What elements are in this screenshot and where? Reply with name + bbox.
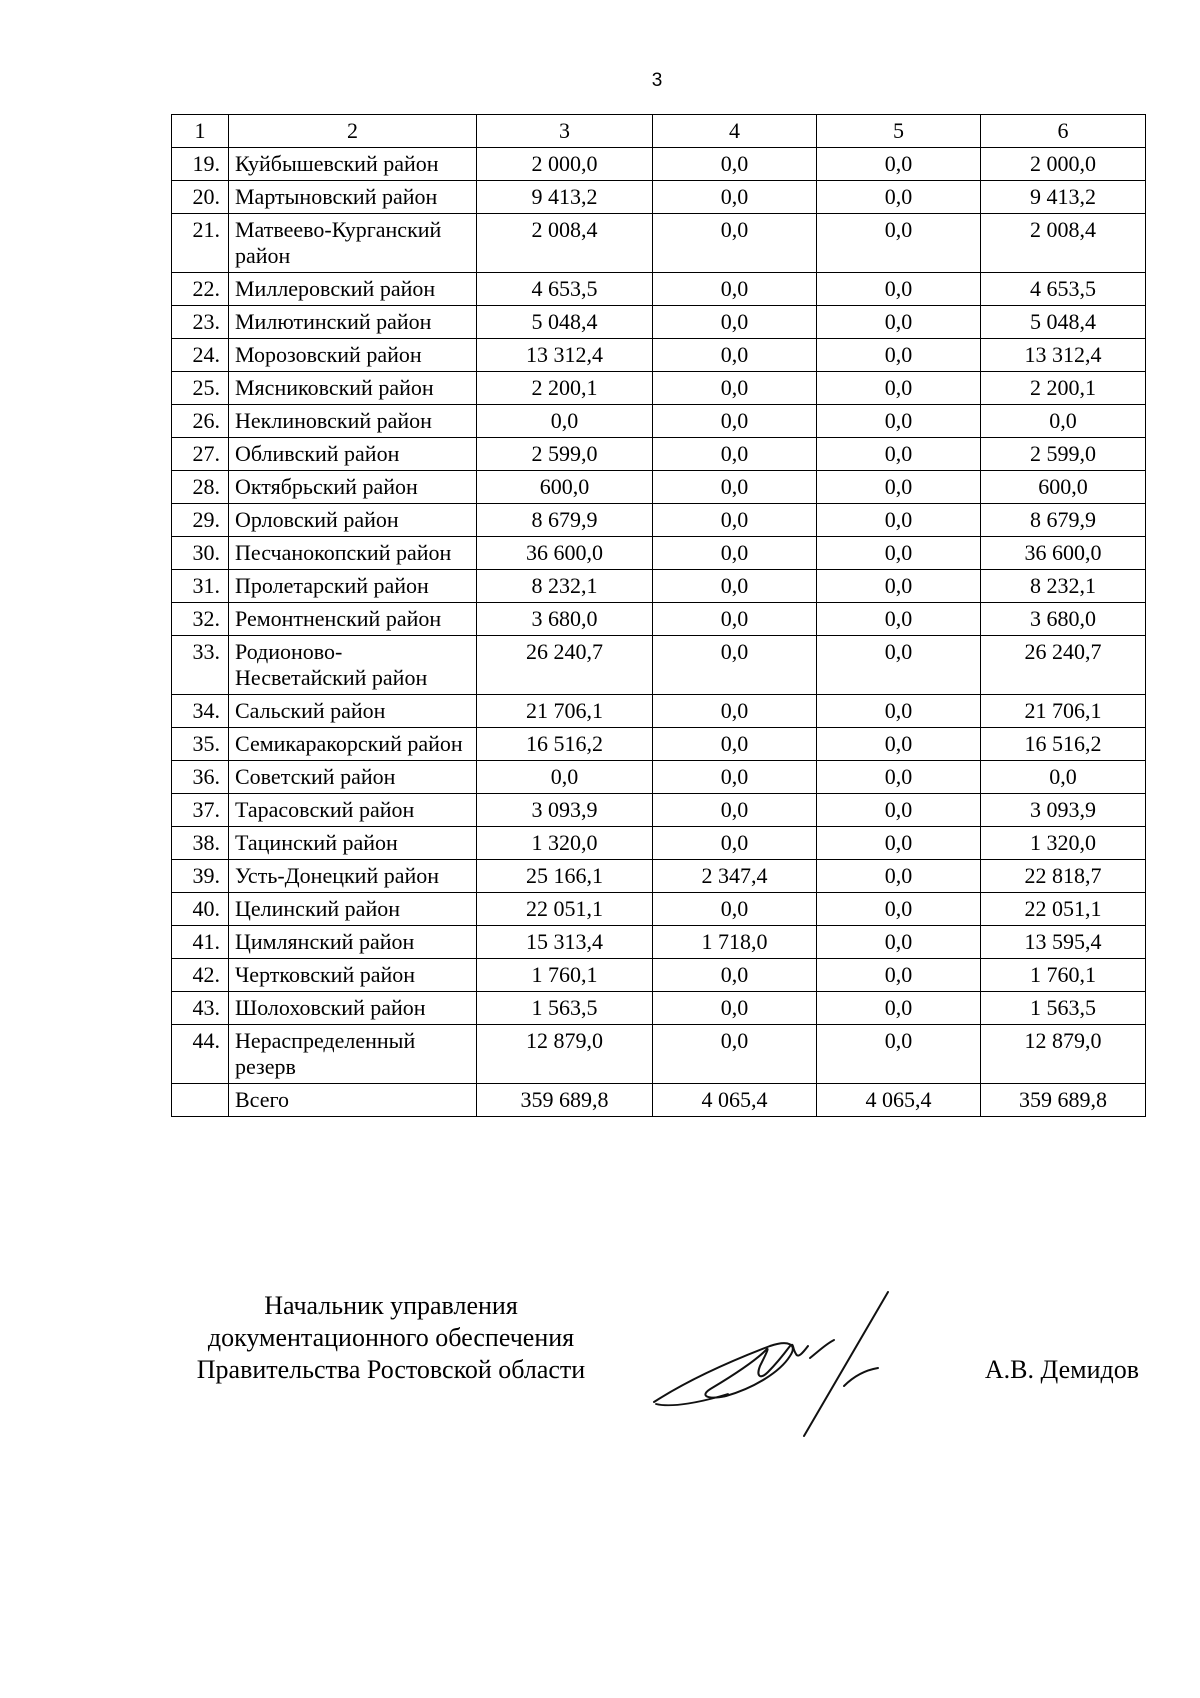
- row-index: 21.: [172, 214, 229, 273]
- value-col-5: 0,0: [817, 181, 981, 214]
- signer-position-line: документационного обеспечения: [207, 1323, 575, 1352]
- table-header-row: [172, 115, 1146, 148]
- header-cell: 5: [817, 115, 981, 148]
- district-name: Песчанокопский район: [229, 537, 477, 570]
- row-index: 23.: [172, 306, 229, 339]
- value-col-5: 0,0: [817, 148, 981, 181]
- district-name: Пролетарский район: [229, 570, 477, 603]
- district-name: Шолоховский район: [229, 992, 477, 1025]
- value-col-4: 0,0: [653, 372, 817, 405]
- row-index: 43.: [172, 992, 229, 1025]
- signer-position-line: Правительства Ростовской области: [196, 1355, 586, 1384]
- value-col-5: 0,0: [817, 273, 981, 306]
- value-col-4: 0,0: [653, 214, 817, 273]
- value-col-4: 0,0: [653, 570, 817, 603]
- value-col-5: 0,0: [817, 570, 981, 603]
- district-name: Орловский район: [229, 504, 477, 537]
- value-col-6: 36 600,0: [981, 537, 1146, 570]
- district-name: Усть-Донецкий район: [229, 860, 477, 893]
- page-number: 3: [651, 70, 663, 91]
- value-col-6: 0,0: [981, 761, 1146, 794]
- district-name: Куйбышевский район: [229, 148, 477, 181]
- value-col-4: 0,0: [653, 504, 817, 537]
- row-index: 37.: [172, 794, 229, 827]
- row-index: 27.: [172, 438, 229, 471]
- value-col-3: 8 679,9: [477, 504, 653, 537]
- value-col-3: 3 093,9: [477, 794, 653, 827]
- value-col-3: 13 312,4: [477, 339, 653, 372]
- row-index: 25.: [172, 372, 229, 405]
- value-col-6: 12 879,0: [981, 1025, 1146, 1084]
- value-col-3: 2 599,0: [477, 438, 653, 471]
- value-col-6: 26 240,7: [981, 636, 1146, 695]
- district-name: Чертковский район: [229, 959, 477, 992]
- table-row: [172, 570, 1146, 603]
- header-cell: 3: [477, 115, 653, 148]
- value-col-4: 0,0: [653, 405, 817, 438]
- value-col-3: 3 680,0: [477, 603, 653, 636]
- header-cell: 2: [229, 115, 477, 148]
- district-name: Советский район: [229, 761, 477, 794]
- table-row: [172, 827, 1146, 860]
- row-index: 40.: [172, 893, 229, 926]
- value-col-6: 1 563,5: [981, 992, 1146, 1025]
- value-col-5: 0,0: [817, 860, 981, 893]
- value-col-3: 0,0: [477, 761, 653, 794]
- value-col-6: 2 599,0: [981, 438, 1146, 471]
- value-col-3: 8 232,1: [477, 570, 653, 603]
- value-col-4: 0,0: [653, 695, 817, 728]
- handwritten-signature: [648, 1284, 908, 1444]
- row-index: 22.: [172, 273, 229, 306]
- table-row: [172, 603, 1146, 636]
- table-row: [172, 926, 1146, 959]
- value-col-5: 0,0: [817, 504, 981, 537]
- row-index: 24.: [172, 339, 229, 372]
- table-total-row: [172, 1084, 1146, 1117]
- district-name: Неклиновский район: [229, 405, 477, 438]
- value-col-5: 0,0: [817, 827, 981, 860]
- value-col-4: 0,0: [653, 728, 817, 761]
- district-name: Нераспределенный резерв: [229, 1025, 477, 1084]
- table-row: [172, 794, 1146, 827]
- table-row: [172, 273, 1146, 306]
- signer-name: А.В. Демидов: [984, 1355, 1139, 1384]
- value-col-6: 3 093,9: [981, 794, 1146, 827]
- district-name: Тарасовский район: [229, 794, 477, 827]
- district-name: Матвеево-Курганский район: [229, 214, 477, 273]
- district-name: Всего: [229, 1084, 477, 1117]
- value-col-3: 2 008,4: [477, 214, 653, 273]
- row-index: 33.: [172, 636, 229, 695]
- row-index: 34.: [172, 695, 229, 728]
- table-row: [172, 306, 1146, 339]
- value-col-3: 16 516,2: [477, 728, 653, 761]
- row-index: 36.: [172, 761, 229, 794]
- value-col-6: 1 320,0: [981, 827, 1146, 860]
- value-col-5: 0,0: [817, 537, 981, 570]
- district-name: Семикаракорский район: [229, 728, 477, 761]
- value-col-6: 4 653,5: [981, 273, 1146, 306]
- row-index: 44.: [172, 1025, 229, 1084]
- value-col-5: 0,0: [817, 1025, 981, 1084]
- value-col-4: 1 718,0: [653, 926, 817, 959]
- value-col-4: 0,0: [653, 339, 817, 372]
- value-col-4: 0,0: [653, 603, 817, 636]
- value-col-5: 0,0: [817, 893, 981, 926]
- signer-position-line: Начальник управления: [264, 1291, 518, 1320]
- value-col-3: 359 689,8: [477, 1084, 653, 1117]
- value-col-5: 0,0: [817, 339, 981, 372]
- district-name: Обливский район: [229, 438, 477, 471]
- district-name: Ремонтненский район: [229, 603, 477, 636]
- row-index: 20.: [172, 181, 229, 214]
- value-col-5: 0,0: [817, 636, 981, 695]
- row-index: 41.: [172, 926, 229, 959]
- district-name: Цимлянский район: [229, 926, 477, 959]
- district-name: Миллеровский район: [229, 273, 477, 306]
- value-col-5: 0,0: [817, 438, 981, 471]
- value-col-6: 22 818,7: [981, 860, 1146, 893]
- value-col-3: 4 653,5: [477, 273, 653, 306]
- value-col-4: 0,0: [653, 537, 817, 570]
- row-index: 19.: [172, 148, 229, 181]
- table-row: [172, 405, 1146, 438]
- value-col-6: 2 008,4: [981, 214, 1146, 273]
- table-row: [172, 537, 1146, 570]
- table-row: [172, 148, 1146, 181]
- row-index: 31.: [172, 570, 229, 603]
- district-name: Родионово-Несветайский район: [229, 636, 477, 695]
- row-index: 42.: [172, 959, 229, 992]
- value-col-6: 359 689,8: [981, 1084, 1146, 1117]
- value-col-4: 0,0: [653, 794, 817, 827]
- value-col-6: 0,0: [981, 405, 1146, 438]
- value-col-5: 0,0: [817, 794, 981, 827]
- table-row: [172, 959, 1146, 992]
- table-row: [172, 339, 1146, 372]
- value-col-3: 5 048,4: [477, 306, 653, 339]
- value-col-4: 0,0: [653, 761, 817, 794]
- district-name: Морозовский район: [229, 339, 477, 372]
- value-col-4: 0,0: [653, 827, 817, 860]
- row-index: 32.: [172, 603, 229, 636]
- value-col-5: 0,0: [817, 959, 981, 992]
- value-col-6: 8 232,1: [981, 570, 1146, 603]
- value-col-4: 4 065,4: [653, 1084, 817, 1117]
- signature-block: [171, 1290, 1145, 1450]
- value-col-4: 0,0: [653, 438, 817, 471]
- value-col-5: 0,0: [817, 471, 981, 504]
- value-col-5: 0,0: [817, 405, 981, 438]
- value-col-3: 2 200,1: [477, 372, 653, 405]
- table-row: [172, 504, 1146, 537]
- row-index: 29.: [172, 504, 229, 537]
- value-col-5: 0,0: [817, 603, 981, 636]
- value-col-5: 4 065,4: [817, 1084, 981, 1117]
- value-col-4: 0,0: [653, 992, 817, 1025]
- table-row: [172, 214, 1146, 273]
- table-row: [172, 438, 1146, 471]
- row-index: 39.: [172, 860, 229, 893]
- value-col-6: 2 200,1: [981, 372, 1146, 405]
- value-col-3: 21 706,1: [477, 695, 653, 728]
- value-col-5: 0,0: [817, 695, 981, 728]
- table-row: [172, 761, 1146, 794]
- value-col-4: 0,0: [653, 636, 817, 695]
- value-col-5: 0,0: [817, 992, 981, 1025]
- value-col-4: 0,0: [653, 273, 817, 306]
- value-col-5: 0,0: [817, 926, 981, 959]
- table-row: [172, 860, 1146, 893]
- value-col-3: 15 313,4: [477, 926, 653, 959]
- value-col-3: 1 760,1: [477, 959, 653, 992]
- value-col-6: 13 595,4: [981, 926, 1146, 959]
- table-row: [172, 992, 1146, 1025]
- budget-table: [171, 114, 1146, 1117]
- value-col-3: 9 413,2: [477, 181, 653, 214]
- value-col-5: 0,0: [817, 214, 981, 273]
- value-col-3: 25 166,1: [477, 860, 653, 893]
- district-name: Милютинский район: [229, 306, 477, 339]
- row-index: 28.: [172, 471, 229, 504]
- value-col-3: 1 563,5: [477, 992, 653, 1025]
- row-index: [172, 1084, 229, 1117]
- district-name: Мясниковский район: [229, 372, 477, 405]
- row-index: 26.: [172, 405, 229, 438]
- value-col-4: 0,0: [653, 471, 817, 504]
- row-index: 38.: [172, 827, 229, 860]
- table-row: [172, 695, 1146, 728]
- value-col-6: 16 516,2: [981, 728, 1146, 761]
- district-name: Целинский район: [229, 893, 477, 926]
- value-col-4: 0,0: [653, 148, 817, 181]
- value-col-4: 2 347,4: [653, 860, 817, 893]
- table-row: [172, 636, 1146, 695]
- district-name: Тацинский район: [229, 827, 477, 860]
- value-col-4: 0,0: [653, 1025, 817, 1084]
- value-col-6: 22 051,1: [981, 893, 1146, 926]
- table-row: [172, 471, 1146, 504]
- value-col-6: 3 680,0: [981, 603, 1146, 636]
- value-col-6: 8 679,9: [981, 504, 1146, 537]
- value-col-5: 0,0: [817, 761, 981, 794]
- value-col-3: 12 879,0: [477, 1025, 653, 1084]
- value-col-3: 2 000,0: [477, 148, 653, 181]
- value-col-3: 36 600,0: [477, 537, 653, 570]
- header-cell: 1: [172, 115, 229, 148]
- district-name: Октябрьский район: [229, 471, 477, 504]
- value-col-6: 9 413,2: [981, 181, 1146, 214]
- value-col-3: 26 240,7: [477, 636, 653, 695]
- district-name: Мартыновский район: [229, 181, 477, 214]
- table-body: [172, 115, 1146, 1117]
- row-index: 30.: [172, 537, 229, 570]
- value-col-5: 0,0: [817, 372, 981, 405]
- table-row: [172, 728, 1146, 761]
- value-col-3: 0,0: [477, 405, 653, 438]
- row-index: 35.: [172, 728, 229, 761]
- value-col-3: 600,0: [477, 471, 653, 504]
- header-cell: 6: [981, 115, 1146, 148]
- value-col-4: 0,0: [653, 893, 817, 926]
- value-col-4: 0,0: [653, 306, 817, 339]
- value-col-3: 1 320,0: [477, 827, 653, 860]
- value-col-3: 22 051,1: [477, 893, 653, 926]
- value-col-6: 5 048,4: [981, 306, 1146, 339]
- header-cell: 4: [653, 115, 817, 148]
- value-col-5: 0,0: [817, 728, 981, 761]
- value-col-6: 2 000,0: [981, 148, 1146, 181]
- value-col-5: 0,0: [817, 306, 981, 339]
- value-col-6: 1 760,1: [981, 959, 1146, 992]
- district-name: Сальский район: [229, 695, 477, 728]
- value-col-6: 13 312,4: [981, 339, 1146, 372]
- table-row: [172, 372, 1146, 405]
- signer-position: [171, 1290, 611, 1386]
- table-row: [172, 893, 1146, 926]
- value-col-6: 21 706,1: [981, 695, 1146, 728]
- value-col-4: 0,0: [653, 181, 817, 214]
- table-row: [172, 1025, 1146, 1084]
- table-row: [172, 181, 1146, 214]
- value-col-6: 600,0: [981, 471, 1146, 504]
- value-col-4: 0,0: [653, 959, 817, 992]
